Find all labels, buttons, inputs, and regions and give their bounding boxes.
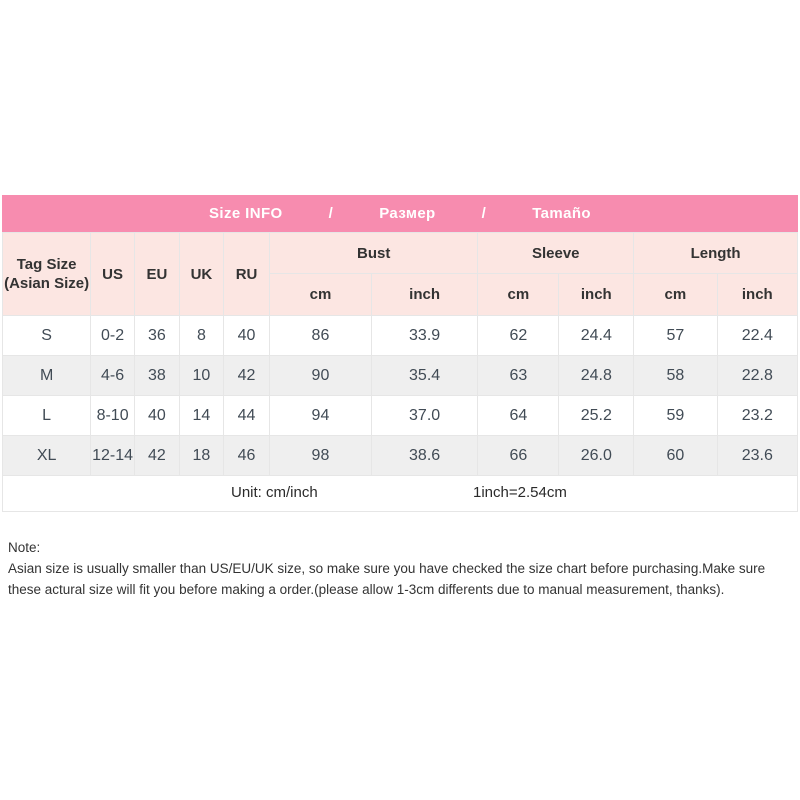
table-cell: 4-6 bbox=[91, 356, 135, 396]
table-cell: S bbox=[3, 316, 91, 356]
table-cell: 42 bbox=[223, 356, 269, 396]
note-heading: Note: bbox=[8, 540, 41, 555]
table-cell: 62 bbox=[478, 316, 559, 356]
size-row-xl bbox=[3, 436, 798, 476]
table-cell: 60 bbox=[634, 436, 717, 476]
table-cell: M bbox=[3, 356, 91, 396]
table-cell: 33.9 bbox=[371, 316, 478, 356]
table-cell: 66 bbox=[478, 436, 559, 476]
size-row-s bbox=[3, 316, 798, 356]
table-cell: 14 bbox=[179, 396, 223, 436]
title-separator: / bbox=[481, 205, 487, 222]
table-cell: L bbox=[3, 396, 91, 436]
table-cell: 26.0 bbox=[559, 436, 634, 476]
table-header-row bbox=[3, 233, 798, 274]
col-header-tag-size bbox=[3, 233, 91, 316]
unit-footer bbox=[3, 477, 797, 511]
size-row-l bbox=[3, 396, 798, 436]
title-razmer: Размер bbox=[379, 205, 436, 222]
col-header-bust: Bust bbox=[270, 233, 478, 274]
title-tamano: Tamaño bbox=[532, 205, 591, 222]
tag-size-line2: (Asian Size) bbox=[4, 275, 90, 292]
table-cell: 86 bbox=[270, 316, 372, 356]
table-cell: 63 bbox=[478, 356, 559, 396]
table-cell: 36 bbox=[134, 316, 179, 356]
table-cell: 90 bbox=[270, 356, 372, 396]
col-header-eu: EU bbox=[134, 233, 179, 316]
col-header-us: US bbox=[91, 233, 135, 316]
note-body: Asian size is usually smaller than US/EU/UK size, so make sure you have checked the size chart before purchasing.Make sure these actural size will fit you before making a order.(please allow 1-3cm differents due to manual measurement, thanks). bbox=[8, 561, 766, 597]
table-cell: 8-10 bbox=[91, 396, 135, 436]
table-cell: 37.0 bbox=[371, 396, 478, 436]
table-cell: 25.2 bbox=[559, 396, 634, 436]
table-cell: 46 bbox=[223, 436, 269, 476]
table-cell: 94 bbox=[270, 396, 372, 436]
table-cell: 57 bbox=[634, 316, 717, 356]
table-cell: 23.6 bbox=[717, 436, 797, 476]
unit-footer-row bbox=[3, 476, 798, 512]
table-cell: 40 bbox=[134, 396, 179, 436]
table-cell: 59 bbox=[634, 396, 717, 436]
table-cell: 24.4 bbox=[559, 316, 634, 356]
table-cell: 24.8 bbox=[559, 356, 634, 396]
size-info-title-bar bbox=[2, 195, 798, 232]
unit-label: Unit: cm/inch bbox=[231, 483, 318, 501]
table-cell: 10 bbox=[179, 356, 223, 396]
table-cell: 58 bbox=[634, 356, 717, 396]
subheader-bust-cm: cm bbox=[270, 274, 372, 316]
col-header-sleeve: Sleeve bbox=[478, 233, 634, 274]
subheader-bust-inch: inch bbox=[371, 274, 478, 316]
col-header-length: Length bbox=[634, 233, 798, 274]
table-cell: 44 bbox=[223, 396, 269, 436]
title-size-info: Size INFO bbox=[209, 205, 283, 222]
table-cell: 40 bbox=[223, 316, 269, 356]
inch-conversion-label: 1inch=2.54cm bbox=[473, 483, 567, 501]
table-cell: 12-14 bbox=[91, 436, 135, 476]
table-cell: 23.2 bbox=[717, 396, 797, 436]
table-cell: 98 bbox=[270, 436, 372, 476]
table-cell: 38.6 bbox=[371, 436, 478, 476]
col-header-uk: UK bbox=[179, 233, 223, 316]
table-cell: 38 bbox=[134, 356, 179, 396]
table-cell: 18 bbox=[179, 436, 223, 476]
table-cell: XL bbox=[3, 436, 91, 476]
table-cell: 8 bbox=[179, 316, 223, 356]
subheader-length-cm: cm bbox=[634, 274, 717, 316]
table-cell: 64 bbox=[478, 396, 559, 436]
subheader-length-inch: inch bbox=[717, 274, 797, 316]
note-section bbox=[2, 537, 798, 600]
table-cell: 42 bbox=[134, 436, 179, 476]
table-cell: 35.4 bbox=[371, 356, 478, 396]
col-header-ru: RU bbox=[223, 233, 269, 316]
table-cell: 0-2 bbox=[91, 316, 135, 356]
table-cell: 22.8 bbox=[717, 356, 797, 396]
subheader-sleeve-cm: cm bbox=[478, 274, 559, 316]
subheader-sleeve-inch: inch bbox=[559, 274, 634, 316]
title-separator: / bbox=[328, 205, 334, 222]
table-cell: 22.4 bbox=[717, 316, 797, 356]
size-chart-table bbox=[2, 232, 798, 512]
tag-size-line1: Tag Size bbox=[16, 256, 77, 273]
size-row-m bbox=[3, 356, 798, 396]
